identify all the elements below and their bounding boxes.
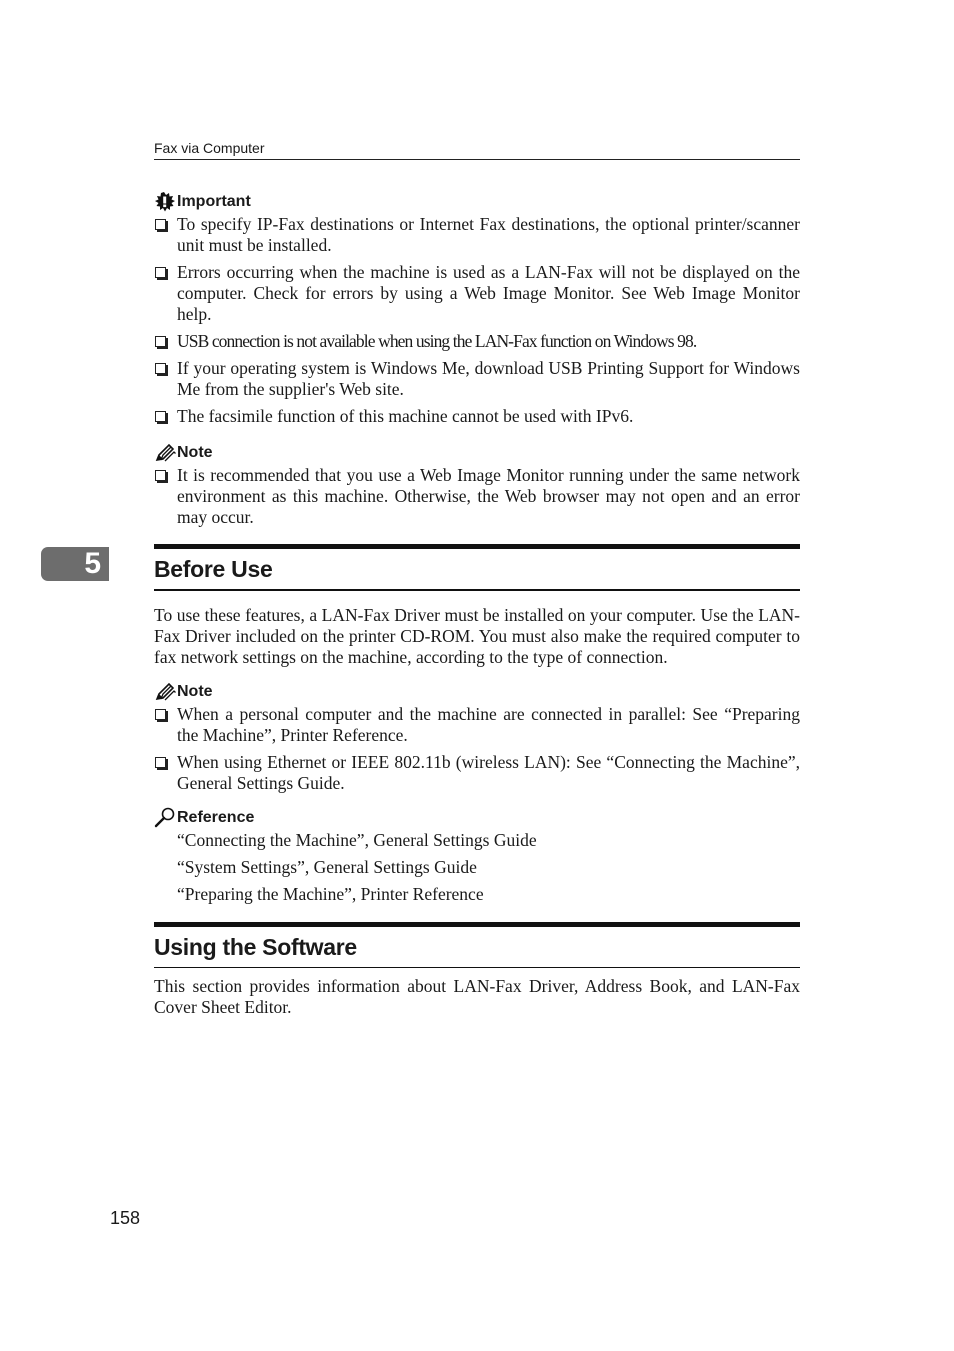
page-content <box>154 190 800 1018</box>
checkbox-bullet-icon <box>155 219 166 230</box>
note-heading <box>154 441 800 465</box>
list-item: If your operating system is Windows Me, download USB Printing Support for Windows Me from the supplier's Web site. <box>154 358 800 400</box>
page-number: 158 <box>110 1208 141 1228</box>
note-list <box>154 465 800 528</box>
note-list <box>154 704 800 794</box>
checkbox-bullet-icon <box>155 336 166 347</box>
checkbox-bullet-icon <box>155 470 166 481</box>
pencil-icon <box>154 442 177 464</box>
before-use-section <box>154 544 800 905</box>
list-item: When a personal computer and the machine are connected in parallel: See “Preparing the Machine”, Printer Reference. <box>154 704 800 746</box>
list-item: It is recommended that you use a Web Image Monitor running under the same network environment as this machine. Otherwise, the Web browser may not open and an error may occur. <box>154 465 800 528</box>
checkbox-bullet-icon <box>155 411 166 422</box>
important-label: Important <box>177 193 251 210</box>
checkbox-bullet-icon <box>155 709 166 720</box>
checkbox-bullet-icon <box>155 267 166 278</box>
section-title: Before Use <box>154 556 273 582</box>
reference-heading <box>154 806 800 830</box>
reference-item: “Connecting the Machine”, General Settings Guide <box>177 829 537 850</box>
using-software-section <box>154 922 800 1019</box>
list-item: USB connection is not available when using the LAN-Fax function on Windows 98. <box>154 331 800 352</box>
reference-block <box>154 806 800 905</box>
magnifier-icon <box>154 807 177 829</box>
note-label: Note <box>177 444 213 461</box>
important-heading <box>154 190 800 214</box>
body-paragraph: This section provides information about LAN-Fax Driver, Address Book, and LAN-Fax Cover Sheet Editor. <box>154 976 800 1017</box>
list-item: Errors occurring when the machine is used as a LAN-Fax will not be displayed on the computer. Check for errors by using a Web Image Monitor. See Web Image Monitor help. <box>154 262 800 325</box>
section-underline <box>154 589 800 591</box>
pencil-icon <box>154 681 177 703</box>
section-title: Using the Software <box>154 933 357 960</box>
note-block <box>154 680 800 794</box>
reference-item: “System Settings”, General Settings Guide <box>177 856 477 877</box>
list-item: To specify IP-Fax destinations or Internet Fax destinations, the optional printer/scanner unit must be installed. <box>154 214 800 256</box>
running-header: Fax via Computer <box>154 139 800 160</box>
important-block <box>154 190 800 427</box>
list-item: The facsimile function of this machine cannot be used with IPv6. <box>154 406 800 427</box>
section-underline <box>154 967 800 969</box>
reference-item: “Preparing the Machine”, Printer Reference <box>177 883 484 904</box>
important-icon <box>154 191 177 213</box>
checkbox-bullet-icon <box>155 757 166 768</box>
chapter-tab: 5 <box>41 547 109 581</box>
note-label: Note <box>177 682 213 700</box>
reference-list <box>154 830 800 905</box>
list-item: When using Ethernet or IEEE 802.11b (wireless LAN): See “Connecting the Machine”, General Settings Guide. <box>154 752 800 794</box>
important-list <box>154 214 800 427</box>
note-block <box>154 441 800 528</box>
note-heading <box>154 680 800 704</box>
reference-label: Reference <box>177 808 255 826</box>
body-paragraph: To use these features, a LAN-Fax Driver must be installed on your computer. Use the LAN-Fax Driver included on the printer CD-ROM. You must also make the required computer to fax network settings on the machine, according to the type of connection. <box>154 604 800 667</box>
checkbox-bullet-icon <box>155 363 166 374</box>
